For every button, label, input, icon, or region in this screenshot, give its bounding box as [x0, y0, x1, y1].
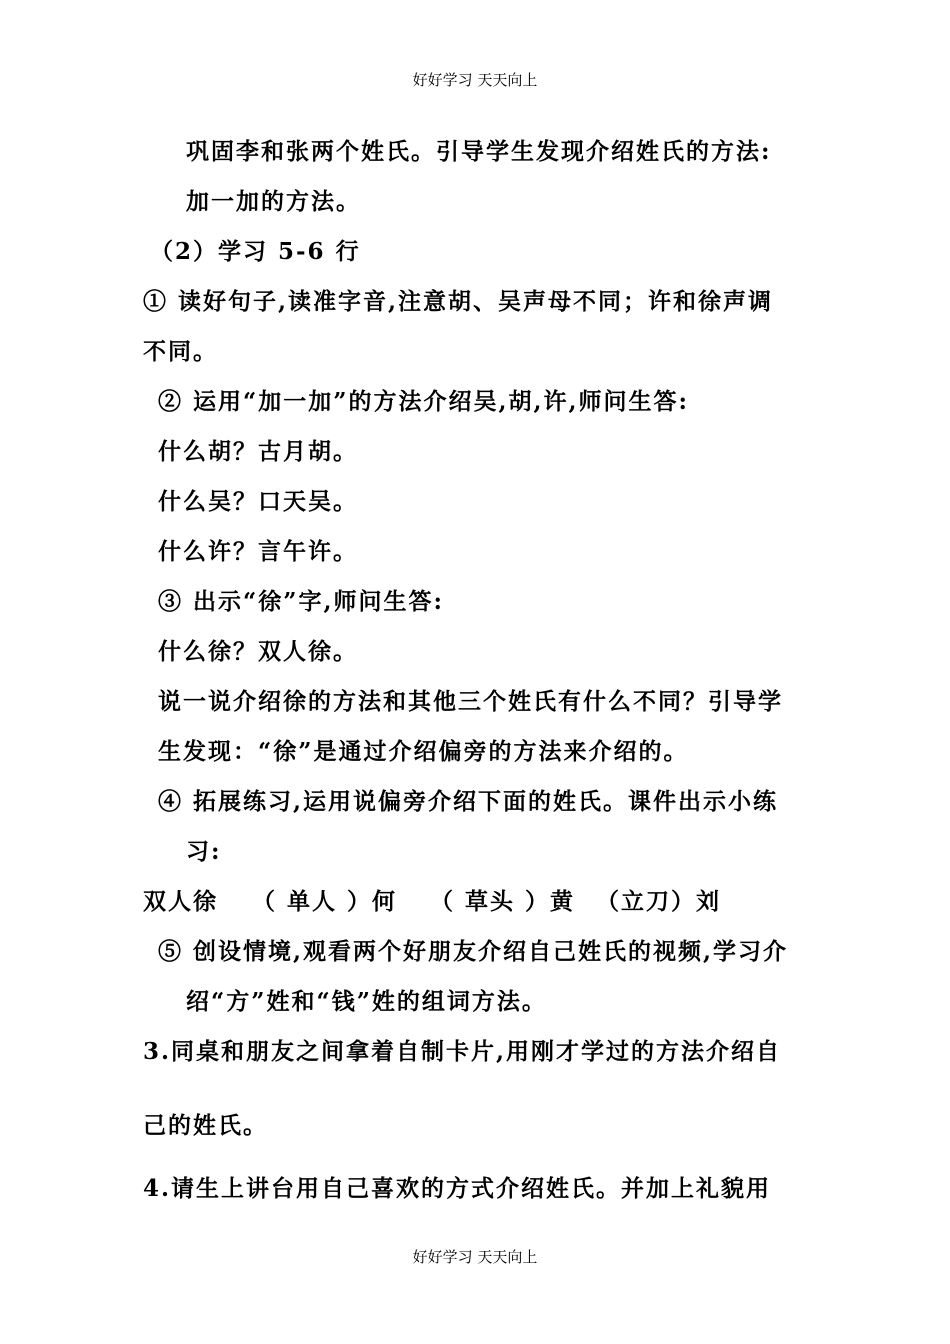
text-line: （2）学习 5-6 行: [150, 238, 361, 265]
page-footer: 好好学习 天天向上: [412, 1248, 538, 1266]
text-line: 巩固李和张两个姓氏。引导学生发现介绍姓氏的方法:: [186, 138, 772, 165]
exercise-item: （ 单人 ）何: [252, 888, 398, 915]
text-line: ④ 拓展练习,运用说偏旁介绍下面的姓氏。课件出示小练: [158, 788, 779, 815]
exercise-item: （ 草头 ）黄: [430, 888, 576, 915]
text-line: 绍“方”姓和“钱”姓的组词方法。: [186, 988, 547, 1015]
text-line: 说一说介绍徐的方法和其他三个姓氏有什么不同？引导学: [158, 688, 783, 715]
text-line: 4.请生上讲台用自己喜欢的方式介绍姓氏。并加上礼貌用: [143, 1175, 772, 1202]
exercise-item: 双人徐: [143, 888, 218, 915]
text-line: ⑤ 创设情境,观看两个好朋友介绍自己姓氏的视频,学习介: [158, 938, 789, 965]
text-line: ① 读好句子,读准字音,注意胡、吴声母不同；许和徐声调: [143, 288, 774, 315]
text-line: 不同。: [143, 338, 218, 365]
exercise-item: （立刀）刘: [596, 888, 721, 915]
page-header: 好好学习 天天向上: [412, 71, 538, 89]
text-line: 生发现：“徐”是通过介绍偏旁的方法来介绍的。: [158, 738, 689, 765]
text-line: 己的姓氏。: [143, 1112, 268, 1139]
text-line: ③ 出示“徐”字,师问生答:: [158, 588, 444, 615]
text-line: 什么许？言午许。: [158, 538, 358, 565]
text-line: 什么吴？口天吴。: [158, 488, 358, 515]
text-line: 习:: [186, 838, 222, 865]
text-line: 什么徐？双人徐。: [158, 638, 358, 665]
text-line: 加一加的方法。: [186, 188, 361, 215]
text-line: 什么胡？古月胡。: [158, 438, 358, 465]
text-line: ② 运用“加一加”的方法介绍吴,胡,许,师问生答:: [158, 388, 689, 415]
text-line: 3.同桌和朋友之间拿着自制卡片,用刚才学过的方法介绍自: [143, 1038, 782, 1065]
